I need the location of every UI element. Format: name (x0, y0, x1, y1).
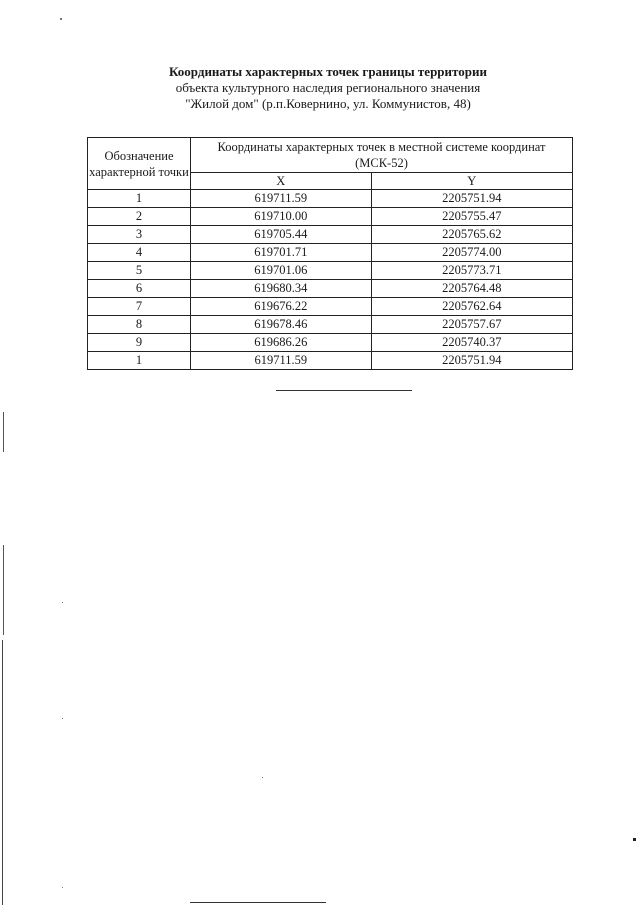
cell-y: 2205755.47 (371, 208, 572, 226)
table-row (88, 352, 573, 370)
table-row (88, 334, 573, 352)
cell-x: 619686.26 (191, 334, 372, 352)
cell-x: 619705.44 (191, 226, 372, 244)
header-point-label: Обозначение характерной точки (88, 138, 191, 190)
table-row (88, 298, 573, 316)
cell-point: 2 (88, 208, 191, 226)
cell-point: 1 (88, 190, 191, 208)
scan-edge-mark (2, 640, 3, 905)
title-block (0, 64, 640, 112)
bottom-rule (190, 902, 326, 903)
document-title: Координаты характерных точек границы территории (169, 64, 487, 79)
cell-x: 619701.06 (191, 262, 372, 280)
cell-y: 2205762.64 (371, 298, 572, 316)
cell-x: 619701.71 (191, 244, 372, 262)
header-coordinates-group: Координаты характерных точек в местной системе координат (МСК-52) (191, 138, 573, 173)
cell-x: 619678.46 (191, 316, 372, 334)
table-row (88, 244, 573, 262)
cell-point: 3 (88, 226, 191, 244)
cell-x: 619676.22 (191, 298, 372, 316)
cell-point: 7 (88, 298, 191, 316)
cell-y: 2205740.37 (371, 334, 572, 352)
scan-speck (62, 718, 63, 719)
cell-x: 619711.59 (191, 190, 372, 208)
cell-y: 2205757.67 (371, 316, 572, 334)
scan-edge-mark (3, 412, 4, 452)
table-row (88, 280, 573, 298)
scan-speck (62, 887, 63, 888)
cell-point: 1 (88, 352, 191, 370)
table-row (88, 190, 573, 208)
table-row (88, 316, 573, 334)
scan-speck (262, 777, 263, 778)
scan-speck (62, 602, 63, 603)
cell-y: 2205765.62 (371, 226, 572, 244)
cell-y: 2205773.71 (371, 262, 572, 280)
cell-y: 2205764.48 (371, 280, 572, 298)
scan-edge-mark (3, 545, 4, 635)
table-row (88, 208, 573, 226)
document-subtitle-line-1: объекта культурного наследия регионального значения (175, 80, 481, 95)
cell-x: 619680.34 (191, 280, 372, 298)
table-row (88, 226, 573, 244)
cell-point: 8 (88, 316, 191, 334)
scan-speck (633, 838, 636, 841)
scan-speck (60, 18, 62, 20)
coordinates-table (87, 137, 573, 370)
cell-x: 619710.00 (191, 208, 372, 226)
cell-y: 2205774.00 (371, 244, 572, 262)
cell-y: 2205751.94 (371, 352, 572, 370)
cell-point: 4 (88, 244, 191, 262)
cell-point: 9 (88, 334, 191, 352)
table-row (88, 262, 573, 280)
cell-point: 5 (88, 262, 191, 280)
document-subtitle-line-2: "Жилой дом" (р.п.Ковернино, ул. Коммунистов, 48) (185, 96, 471, 111)
cell-point: 6 (88, 280, 191, 298)
separator-rule (276, 390, 412, 391)
header-y: Y (371, 173, 572, 190)
cell-y: 2205751.94 (371, 190, 572, 208)
header-x: X (191, 173, 372, 190)
cell-x: 619711.59 (191, 352, 372, 370)
